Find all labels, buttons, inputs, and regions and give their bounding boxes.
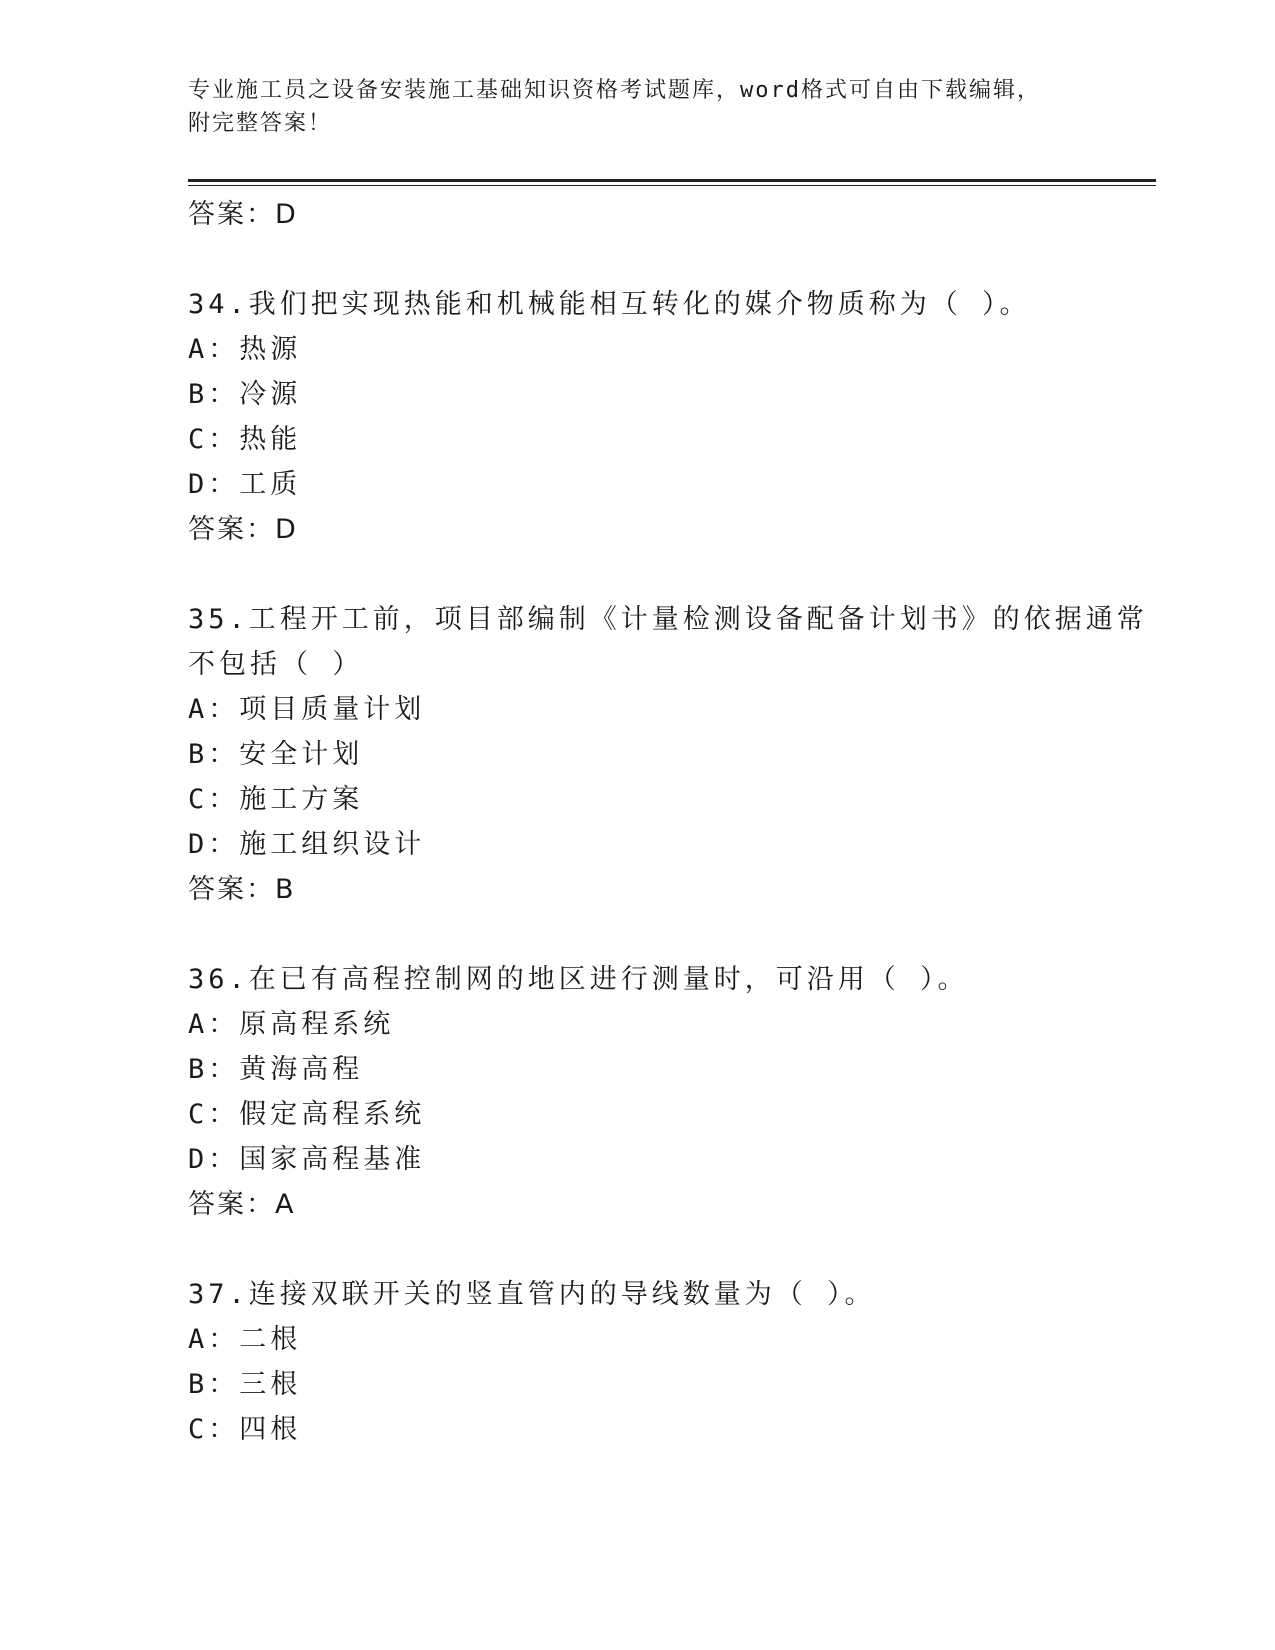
question-stem: 35.工程开工前，项目部编制《计量检测设备配备计划书》的依据通常 <box>188 604 1148 635</box>
option-c: C：假定高程系统 <box>188 1099 426 1130</box>
option-a: A：原高程系统 <box>188 1009 395 1040</box>
header-divider-thin <box>188 185 1156 186</box>
option-b: B：黄海高程 <box>188 1054 364 1085</box>
answer-line: 答案：D <box>188 514 298 545</box>
option-a: A：热源 <box>188 334 302 365</box>
question-stem: 37.连接双联开关的竖直管内的导线数量为（ ）。 <box>188 1279 876 1310</box>
answer-line: 答案：D <box>188 199 298 230</box>
question-stem: 36.在已有高程控制网的地区进行测量时，可沿用（ ）。 <box>188 964 969 995</box>
header-divider-thick <box>188 179 1156 182</box>
option-d: D：工质 <box>188 469 302 500</box>
question-stem-continuation: 不包括（ ） <box>188 649 364 680</box>
header-line-2: 附完整答案！ <box>188 111 333 136</box>
option-b: B：冷源 <box>188 379 302 410</box>
header-line-1: 专业施工员之设备安装施工基础知识资格考试题库，word格式可自由下载编辑， <box>188 78 1041 103</box>
answer-line: 答案：A <box>188 1189 296 1220</box>
option-d: D：施工组织设计 <box>188 829 426 860</box>
document-header <box>188 74 1088 140</box>
option-c: C：施工方案 <box>188 784 364 815</box>
option-a: A：项目质量计划 <box>188 694 426 725</box>
option-c: C：热能 <box>188 424 302 455</box>
option-c: C：四根 <box>188 1414 302 1445</box>
answer-line: 答案：B <box>188 874 296 905</box>
option-b: B：安全计划 <box>188 739 364 770</box>
question-stem: 34.我们把实现热能和机械能相互转化的媒介物质称为（ ）。 <box>188 289 1031 320</box>
option-d: D：国家高程基准 <box>188 1144 426 1175</box>
option-a: A：二根 <box>188 1324 302 1355</box>
option-b: B：三根 <box>188 1369 302 1400</box>
